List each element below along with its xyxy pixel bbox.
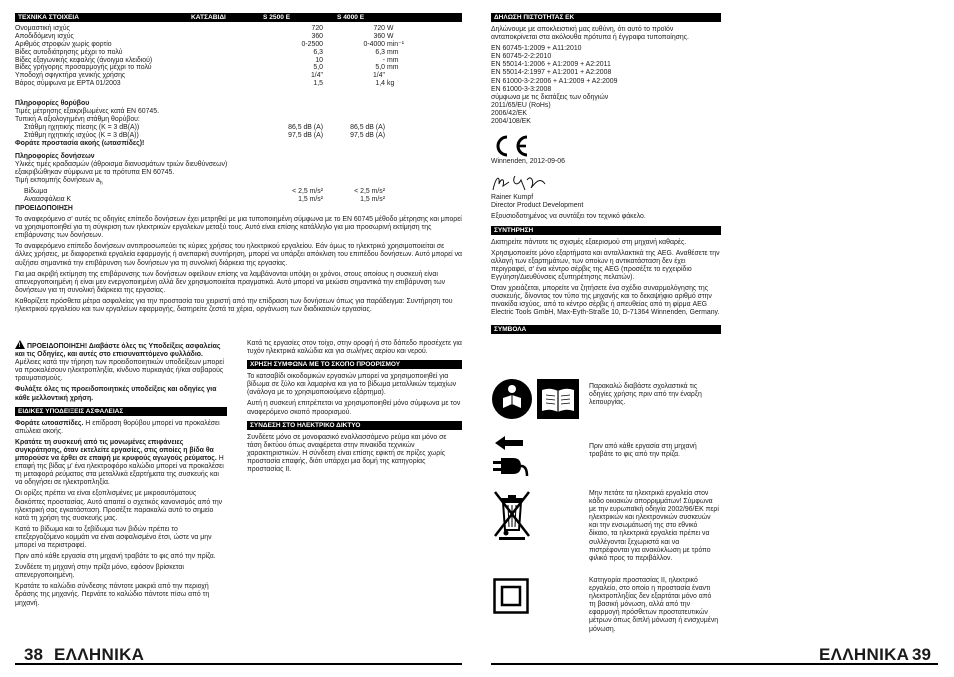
spec-row <box>15 25 462 33</box>
spec-value-2: 1/4" <box>372 72 385 80</box>
tool-kind-label: ΚΑΤΣΑΒΙΔΙ <box>191 14 226 21</box>
vibration-row-v2: < 2,5 m/s² <box>354 187 385 195</box>
place-date: Winnenden, 2012-09-06 <box>491 158 565 166</box>
standard-item: EN 55014-1:2006 + A1:2009 + A2:2011 <box>491 61 611 69</box>
special-p1-bold: Φοράτε ωτοασπίδες. <box>15 419 84 427</box>
standard-item: 2004/108/EK <box>491 118 531 126</box>
unplug-icon <box>493 436 529 484</box>
mains-connection-para: Συνδέετε μόνο σε μονοφασικό εναλλασσόμενο ρεύμα και μόνο σε τάση δικτύου όπως αναφέρεται στην πινακίδα τεχνικών χαρακτηριστικών. Η σύνδεση είναι επίσης εφικτή σε πρίζες χωρίς προστασία επαφής, διότι υπάρχει μια δομή της κατηγορίας προστασίας II. <box>247 433 447 474</box>
special-para: Κρατάτε το καλώδιο σύνδεσης πάντοτε μακριά από την περιοχή δράσης της μηχανής. Περνάτε το καλώδιο πάντοτε πίσω από τη μηχανή. <box>15 583 210 607</box>
noise-row-v2: 86,5 dB (A) <box>350 124 385 132</box>
noise-row-power <box>15 132 462 140</box>
warning-para: Το αναφερόμενο επίπεδο δονήσεων αντιπροσωπεύει τις κύριες χρήσεις του ηλεκτρικού εργαλείου. Εάν όμως το ηλεκτρικό χρησιμοποιείται σε άλλες χρήσεις, με διαφορετικά εργαλεία εφαρμογής ή ανεπαρκή συντήρηση, μπορεί να υπάρξει απόκλιση του επιπέδου δονήσεων. Αυτό μπορεί να αυξήσει σημαντικά την επιβάρυνση των δονήσεων για τη συνολική διάρκεια της εργασίας. <box>15 243 463 267</box>
standard-item: EN 60745-1:2009 + A11:2010 <box>491 45 582 53</box>
symbol-unplug <box>491 436 721 481</box>
special-p2-bold: Κρατάτε τη συσκευή από τις μονωμένες επιφάνειες συγκράτησης, όταν εκτελείτε εργασίες, στις οποίες η βίδα θα μπορούσε να έρθει σε επαφή με κρυφούς αγωγούς ρεύματος. <box>15 438 217 463</box>
warning-triangle-icon <box>15 340 25 349</box>
vibration-row-screwing <box>15 188 462 196</box>
vibration-row-v2: 1,5 m/s² <box>360 195 385 203</box>
spec-value-2: 1,4 <box>375 80 385 88</box>
spec-label: Αριθμός στροφών χωρίς φορτίο <box>15 40 112 48</box>
noise-section <box>15 100 462 151</box>
maintenance-para: Όταν χρειάζεται, μπορείτε να ζητήσετε ένα σχέδιο συναρμολόγησης της συσκευής, δίνοντας τον τύπο της μηχανής και το δεκαψήφιο αριθμό στην πινακίδα ισχύος, από το κέντρο σέρβις ή απευθείας από τη φίρμα AEG Electric Tools GmbH, Max-Eyth-Straße 10, D-71364 Winnenden, Germany. <box>491 284 720 317</box>
noise-row-v2: 97,5 dB (A) <box>350 132 385 140</box>
spec-value-2: 360 <box>373 32 385 40</box>
noise-row-label: Στάθμη ηχητικής πίεσης (K = 3 dB(A)) <box>24 124 140 132</box>
spec-unit: mm <box>387 48 399 56</box>
symbol-text: Κατηγορία προστασίας II, ηλεκτρικό εργαλείο, στο οποίο η προστασία έναντι ηλεκτροπληξίας δεν εξαρτάται μόνο από τη βασική μόνωση, αλλά από την εφαρμογή πρόσθετων προστατευτικών μέτρων όπως διπλή μόνωση ή ενισχυμένη μόνωση. <box>589 577 719 633</box>
spec-table <box>15 25 462 88</box>
signer-role: Director Product Development <box>491 202 584 210</box>
symbol-class-ii <box>491 575 721 635</box>
model-1-label: S 2500 E <box>263 14 291 21</box>
spec-unit: mm <box>387 64 399 72</box>
special-para: Πριν από κάθε εργασία στη μηχανή τραβάτε το φις από την πρίζα. <box>15 553 216 561</box>
declaration-column <box>491 13 721 338</box>
spec-value-1: 720 <box>311 25 323 32</box>
maintenance-heading: ΣΥΝΤΗΡΗΣΗ <box>491 226 721 235</box>
weee-bin-icon <box>493 490 533 544</box>
safety-column <box>15 340 227 611</box>
vibration-sub-index: h <box>99 180 103 187</box>
noise-heading: Πληροφορίες θορύβου <box>15 100 90 107</box>
special-para: Συνδέετε τη μηχανή στην πρίζα μόνο, εφόσον βρίσκεται απενεργοποιημένη. <box>15 564 184 580</box>
read-manual-icon <box>491 378 581 424</box>
noise-row-v1: 97,5 dB (A) <box>288 132 323 140</box>
noise-warning: Φοράτε προστασία ακοής (ωτασπίδες)! <box>15 140 145 148</box>
maintenance-para: Χρησιμοποιείτε μόνο εξαρτήματα και ανταλλακτικά της AEG. Αναθέσετε την αλλαγή των εξαρτημάτων, των οποίων η αντικατάσταση δεν έχει περιγραφεί, σ' ένα κέντρο σέρβις της AEG (προσέξτε το εγχειρίδιο Εγγύηση/Διευθύνσεις εξυπηρέτησης πελατών). <box>491 249 720 281</box>
spec-label: Αποδιδόμενη ισχύς <box>15 32 74 40</box>
warning-para: Καθορίζετε πρόσθετα μέτρα ασφαλείας για την προστασία του χειριστή από την επίδραση των δονήσεων όπως για παράδειγμα: Συντήρηση του ηλεκτρικού εργαλείου και των εργαλείων εφαρμογής, διατηρείτε ζεστά τα χέρια, οργάνωση των διαδικασιών εργασίας. <box>15 297 453 314</box>
tech-file-text: Εξουσιοδοτημένος να συντάξει τον τεχνικό φάκελο. <box>491 213 646 221</box>
vibration-sub-wrap <box>15 177 462 187</box>
spec-value-1: 6,3 <box>313 48 323 56</box>
spec-unit: W <box>387 25 394 32</box>
maintenance-para: Διατηρείτε πάντοτε τις σχισμές εξαερισμού στη μηχανή καθαρές. <box>491 238 687 246</box>
spec-value-1: 1,5 <box>313 80 323 88</box>
spec-row <box>15 80 462 88</box>
symbol-weee <box>491 485 721 570</box>
tech-data-header <box>15 13 462 22</box>
caution-rest: Αμέλειες κατά την τήρηση των προειδοποιητικών υποδείξεων μπορεί να προκαλέσουν ηλεκτροπληξία, κίνδυνο πυρκαγιάς ή/και σοβαρούς τραυματισμούς. <box>15 359 224 383</box>
spec-value-2: 5,0 <box>375 64 385 72</box>
symbol-read-manual <box>491 378 721 428</box>
warning-para: Για μια ακριβή εκτίμηση της επιβάρυνσης των δονήσεων οφείλουν επίσης να λαμβάνονται υπόψη οι χρόνοι, στους οποίους η συσκευή είναι απενεργοποιημένη ή είναι μεν ενεργοποιημένη αλλά δεν χρησιμοποιείται πραγματικά. Αυτό μπορεί να μειώσει σημαντικά την επιβάρυνση των δονήσεων για τη συνολική διάρκεια της εργασίας. <box>15 270 446 294</box>
page-language-title: ΕΛΛΗΝΙΚΑ <box>819 645 910 664</box>
special-para-2 <box>15 439 227 488</box>
spec-unit: mm <box>387 56 399 64</box>
vibration-row-uncertainty <box>15 196 462 204</box>
vibration-row-v1: < 2,5 m/s² <box>292 187 323 195</box>
page-language-title: ΕΛΛΗΝΙΚΑ <box>54 645 145 664</box>
model-2-label: S 4000 E <box>337 14 365 21</box>
intended-use-heading: ΧΡΗΣΗ ΣΥΜΦΩΝΑ ΜΕ ΤΟ ΣΚΟΠΟ ΠΡΟΟΡΙΣΜΟΥ <box>247 360 462 369</box>
tech-data-title: ΤΕΧΝΙΚΑ ΣΤΟΙΧΕΙΑ <box>18 14 79 21</box>
caution-keep: Φυλάξτε όλες τις προειδοποιητικές υποδείξεις και οδηγίες για κάθε μελλοντική χρήση. <box>15 386 217 402</box>
warning-section <box>15 205 462 317</box>
special-p1-rest: Η επίδραση θορύβου μπορεί να προκαλέσει απώλεια ακοής. <box>15 419 220 435</box>
special-p2-rest: Η επαφή της βίδας μ' ένα ηλεκτροφόρο καλώδιο μπορεί να προκαλέσει τη μεταφορά ρεύματος στα μεταλλικά εξαρτήματα της συσκευής και να οδηγήσει σε ηλεκτροπληξία. <box>15 455 224 487</box>
declaration-heading: ΔΗΛΩΣΗ ΠΙΣΤΟΤΗΤΑΣ ΕΚ <box>491 13 721 22</box>
spec-value-2: 0-4000 <box>363 40 385 48</box>
special-safety-heading: ΕΙΔΙΚΕΣ ΥΠΟΔΕΙΞΕΙΣ ΑΣΦΑΛΕΙΑΣ <box>15 407 227 416</box>
page-39 <box>477 0 954 677</box>
wall-work-para: Κατά τις εργασίες στον τοίχο, στην οροφή ή στο δάπεδο προσέχετε για τυχόν ηλεκτρικά καλώδια και για σωλήνες αερίου και νερού. <box>247 340 462 356</box>
vibration-text: Υλικές τιμές κραδασμών (άθροισμα διανυσμάτων τριών διευθύνσεων) εξακριβώθηκαν σύμφωνα με τα πρότυπα EN 60745. <box>15 161 228 177</box>
vibration-row-label: Αναασφάλεια K <box>24 195 72 203</box>
vibration-row-label: Βίδωμα <box>24 187 48 195</box>
page-number: 38 <box>24 645 43 664</box>
intended-use-para: Αυτή η συσκευή επιτρέπεται να χρησιμοποιηθεί μόνο σύμφωνα με τον αναφερόμενο σκοπό προορισμού. <box>247 400 461 416</box>
vibration-section <box>15 153 462 204</box>
symbols-heading: ΣΥΜΒΟΛΑ <box>491 325 721 334</box>
page-number: 39 <box>912 645 931 664</box>
standard-item: 2011/65/EU (RoHs) <box>491 101 551 109</box>
spec-label: Ονομαστική ισχύς <box>15 25 70 32</box>
standard-item: 2006/42/EK <box>491 109 528 117</box>
spec-value-1: 360 <box>311 32 323 40</box>
vibration-sub: Τιμή εκπομπής δονήσεων a <box>15 177 100 185</box>
spec-value-1: 10 <box>315 56 323 64</box>
signer-name: Rainer Kumpf <box>491 194 534 202</box>
spec-unit: W <box>387 32 394 40</box>
noise-intro: Τιμές μέτρησης εξακριβωμένες κατά EN 60745. <box>15 108 160 116</box>
spec-value-2: 6,3 <box>375 48 385 56</box>
spec-row <box>15 49 462 57</box>
spec-label: Υποδοχή σφιγκτήρα γενικής χρήσης <box>15 72 126 80</box>
standard-item: EN 55014-2:1997 + A1:2001 + A2:2008 <box>491 69 612 77</box>
symbol-text: Παρακαλώ διαβάστε σχολαστικά τις οδηγίες χρήσης πριν από την έναρξη λειτουργίας. <box>589 383 702 407</box>
spec-unit: min⁻¹ <box>387 40 405 48</box>
noise-row-pressure <box>15 124 462 132</box>
ce-mark-icon <box>491 134 531 158</box>
intended-use-para: Το κατσαβίδι οικοδομικών εργασιών μπορεί να χρησιμοποιηθεί για βίδωμα σε ξύλο και λαμαρίνα και για το βίδωμα μεταλλικών τεμαχίων (ανάλογα με το χρησιμοποιούμενο εξάρτημα). <box>247 373 457 397</box>
noise-row-v1: 86,5 dB (A) <box>288 124 323 132</box>
spec-label: Βίδες αυτοδιάτρησης μέχρι το πολύ <box>15 48 123 56</box>
standard-item: σύμφωνα με τις διατάξεις των οδηγιών <box>491 93 609 101</box>
noise-intro-2: Τυπική Α αξιολογημένη στάθμη θορύβου: <box>15 116 140 124</box>
mains-connection-heading: ΣΥΝΔΕΣΗ ΣΤΟ ΗΛΕΚΤΡΙΚΟ ΔΙΚΤΥΟ <box>247 421 462 430</box>
protection-class-ii-icon <box>493 578 529 618</box>
vibration-row-v1: 1,5 m/s² <box>298 195 323 203</box>
spec-label: Βάρος σύμφωνα με EPTA 01/2003 <box>15 80 121 88</box>
special-para-1 <box>15 420 227 436</box>
spec-label: Βίδες γρήγορης προσαρμογής μέχρι το πολύ <box>15 64 152 72</box>
spec-unit: kg <box>387 80 395 88</box>
caution-lead: ΠΡΟΕΙΔΟΠΟΙΗΣΗ! Διαβάστε όλες τις Υποδείξεις ασφαλείας και τις Οδηγίες, και αυτές στο επισυναπτόμενο φυλλάδιο. <box>15 343 221 359</box>
symbol-text: Πριν από κάθε εργασία στη μηχανή τραβάτε το φις από την πρίζα. <box>589 443 697 459</box>
standard-item: EN 60745-2-2:2010 <box>491 53 552 61</box>
spec-value-1: 5,0 <box>313 64 323 72</box>
spec-row <box>15 41 462 49</box>
vibration-heading: Πληροφορίες δονήσεων <box>15 153 95 160</box>
use-column <box>247 340 462 477</box>
spec-row <box>15 33 462 41</box>
symbol-text: Μην πετάτε τα ηλεκτρικά εργαλεία στον κάδο οικιακών απορριμμάτων! Σύμφωνα με την ευρωπαϊκή οδηγία 2002/96/ΕΚ περί ηλεκτρικών και ηλεκτρονικών συσκευών και την ενσωμάτωσή της στο εθνικό δίκαιο, τα ηλεκτρικά εργαλεία πρέπει να συλλέγονται ξεχωριστά και να πιστρέφονται για ανακύκλωση με τρόπο φιλικό προς το περιβάλλον. <box>589 490 719 562</box>
spec-label: Βίδες εξαγωνικής κεφαλής (άνοιγμα κλειδιού) <box>15 56 153 64</box>
spec-value-2: - <box>382 56 385 64</box>
caution-block <box>15 340 227 383</box>
spec-value-2: 720 <box>373 25 385 32</box>
signature-image <box>491 172 721 194</box>
warning-heading: ΠΡΟΕΙΔΟΠΟΙΗΣΗ <box>15 205 73 212</box>
spec-value-1: 1/4" <box>310 72 323 80</box>
standard-item: EN 61000-3-3:2008 <box>491 85 552 93</box>
spec-value-1: 0-2500 <box>301 40 323 48</box>
spec-row <box>15 64 462 72</box>
warning-para: Το αναφερόμενο σ' αυτές τις οδηγίες επίπεδο δονήσεων έχει μετρηθεί με μια τυποποιημένη σύμφωνα με το EN 60745 μέθοδο μέτρησης και μπορεί να χρησιμοποιηθεί για τη σύγκριση των ηλεκτρικών εργαλείων μεταξύ τους. Αυτό είναι επίσης κατάλληλο για μια προσωρινή εκτίμηση της επιβάρυνσης των δονήσεων. <box>15 216 462 240</box>
noise-row-label: Στάθμη ηχητικής ισχύος (K = 3 dB(A)) <box>24 132 139 140</box>
standard-item: EN 61000-3-2:2006 + A1:2009 + A2:2009 <box>491 77 618 85</box>
standards-list <box>491 45 721 126</box>
declaration-text: Δηλώνουμε με αποκλειστική μας ευθύνη, ότι αυτό το προϊόν ανταποκρίνεται στα ακόλουθα πρότυπα ή έγγραφα τυποποίησης. <box>491 26 689 42</box>
special-para: Κατά το βίδωμα και το ξεβίδωμα των βιδών πρέπει το επεξεργαζόμενο κομμάτι να είναι ασφαλισμένο έτσι, ώστε να μην μπορεί να περιστραφεί. <box>15 525 212 549</box>
special-para: Οι ορίζες πρέπει να είναι εξοπλισμένες με μικροαυτόματους διακόπτες προστασίας. Αυτό απαιτεί ο σχετικός κανονισμός από την ηλεκτρική σας εγκατάσταση. Προσέξτε παρακαλώ αυτό το σημείο κατά τη χρήση της συσκευής μας. <box>15 490 223 522</box>
